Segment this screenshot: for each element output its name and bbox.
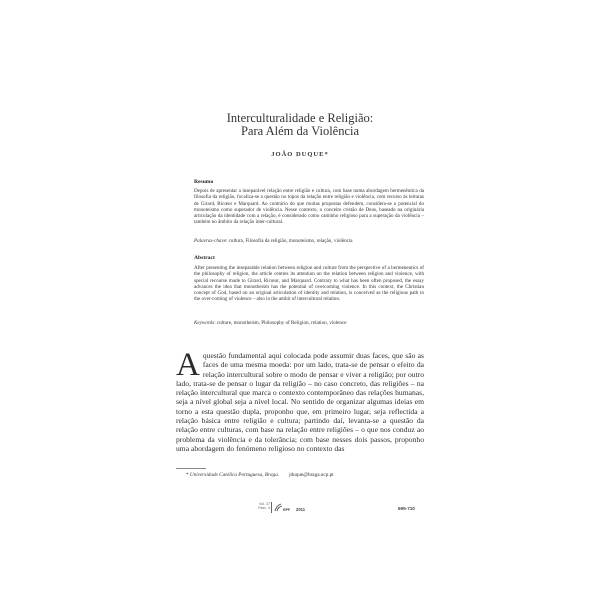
abstract-keywords-list: : culture, monotheism, Philosophy of Religion, relation, violence bbox=[214, 320, 347, 326]
footnote bbox=[186, 472, 426, 478]
page-range: 695-710 bbox=[398, 506, 415, 511]
abstract-text: After presenting the inseparable relation between religion and culture from the perspective of a hermeneutics of the philosophy of religion, the article centres its attention on the relation between religion and violence, with special recourse made to Girard, Ricœur, and Marquard. Contrary to what has been often proposed, the essay advances the idea that monotheism has the potential of overcoming violence. In this context, the Christian concept of God, based on an original articulation of identity and relation, is conceived as the religious path to the over-coming of violence – also in the ambit of intercultural relation. bbox=[194, 265, 424, 303]
abstract-keywords bbox=[194, 320, 424, 326]
footnote-email: jduque@braga.ucp.pt bbox=[289, 472, 334, 478]
folio-year: 2011 bbox=[296, 507, 306, 512]
article-title-line-1: Interculturalidade e Religião: bbox=[226, 111, 374, 125]
footnote-mark: * bbox=[186, 472, 189, 478]
footnote-affiliation: Universidade Católica Portuguesa, Braga. bbox=[189, 472, 280, 478]
resumo-keywords bbox=[194, 238, 424, 244]
body-text bbox=[176, 347, 424, 453]
abstract-heading: Abstract bbox=[194, 255, 215, 261]
journal-folio bbox=[256, 502, 346, 516]
author-name: JOÃO DUQUE* bbox=[271, 151, 329, 158]
folio-volume: Vol. 37 bbox=[259, 502, 270, 506]
drop-cap: A bbox=[176, 347, 200, 383]
abstract-keywords-label: Keywords bbox=[194, 320, 215, 326]
journal-logo-icon bbox=[273, 503, 283, 512]
body-paragraph: questão fundamental aqui colocada pode assumir duas faces, que são as faces de uma mesma moeda: por um lado, trata-se de pensar o efeito da relação intercultural sobre o modo de pensar e viver a religião; por outro lado, trata-se de pensar o lugar da religião – no caso concreto, das religiões – na relação intercultural que marca o contexto contemporâneo das relações humanas, seja a nível global seja a nível local. No sentido de organizar algumas ideias em torno a esta questão dupla, proponho que, em primeiro lugar, seja reflectida a relação básica entre religião e cultura; partindo daí, levanta-se a questão da relação entre culturas, com base na relação entre religiões – o que nos conduz ao problema da violência e da tolerância; com base nesses dois passos, proponho uma abordagem do fenómeno religioso no contexto das bbox=[176, 351, 424, 453]
folio-separator bbox=[271, 502, 272, 513]
folio-fascicle: Fasc. 4 bbox=[258, 506, 270, 511]
folio-journal: RPF bbox=[283, 507, 291, 512]
folio-volume-issue bbox=[256, 502, 270, 510]
footnote-rule bbox=[176, 468, 206, 469]
article-title-line-2: Para Além da Violência bbox=[240, 124, 360, 138]
resumo-keywords-label: Palavras-chave bbox=[194, 238, 226, 244]
resumo-text: Depois de apresentar a inseparável relação entre religião e cultura, com base numa abordagem hermenêutica da filosofia da religião, focaliza-se a questão no topos da relação entre religião e violência, com recurso às leituras de Girard, Ricœur e Marquard. Ao contrário do que muitas propostas defendem, considera-se o potencial do monoteísmo como superador de violência. Nesse contexto, o conceito cristão de Deus, baseado na originária articulação da identidade com a relação, é considerado como caminho religioso para a superação da violência – também no âmbito da relação inter-cultural. bbox=[194, 188, 424, 226]
resumo-heading: Resumo bbox=[194, 179, 214, 185]
resumo-keywords-list: : cultura, Filosofia da religião, monoteísmo, relação, violência bbox=[225, 238, 353, 244]
